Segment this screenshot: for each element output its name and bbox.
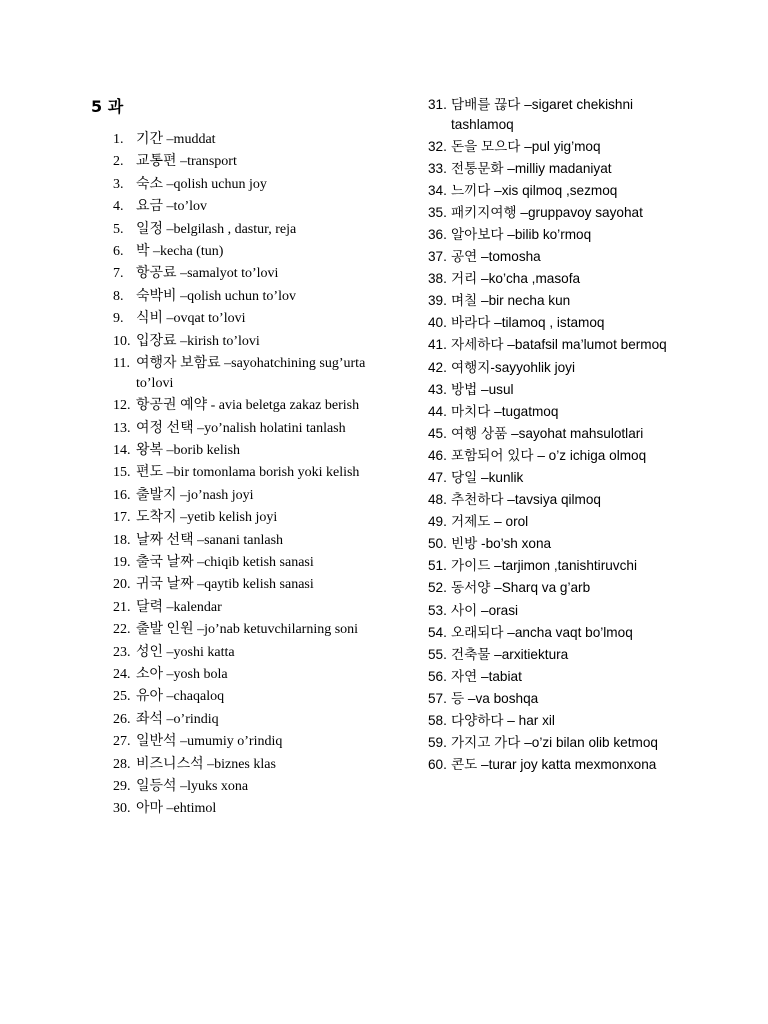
vocab-item — [428, 291, 678, 311]
vocab-item — [113, 732, 378, 752]
vocab-item-number: 32. — [428, 138, 447, 154]
vocab-item-text: 유아 –chaqaloq — [136, 689, 225, 705]
vocab-item-text: 왕복 –borib kelish — [136, 443, 241, 459]
vocab-item — [428, 402, 678, 422]
vocab-item-number: 19. — [113, 555, 131, 571]
vocab-item — [113, 665, 378, 685]
vocab-item-text: 날짜 선택 –sanani tanlash — [136, 532, 284, 548]
vocab-item-number: 49. — [428, 514, 447, 530]
vocab-item — [113, 598, 378, 618]
vocab-item-text: 거리 –ko’cha ,masofa — [451, 271, 581, 287]
vocab-item — [428, 733, 678, 753]
vocab-item-number: 34. — [428, 182, 447, 198]
vocab-item-number: 7. — [113, 266, 124, 282]
vocab-item — [428, 247, 678, 267]
vocab-item — [428, 159, 678, 179]
vocab-item-text: 여행 상품 –sayohat mahsulotlari — [451, 425, 644, 441]
vocab-item-text: 알아보다 –bilib ko’rmoq — [451, 226, 592, 242]
vocab-item-number: 11. — [113, 355, 130, 371]
vocab-item-number: 40. — [428, 315, 447, 331]
vocab-item — [113, 531, 378, 551]
vocab-item-number: 20. — [113, 577, 131, 593]
vocab-item-number: 56. — [428, 668, 447, 684]
vocab-item — [113, 463, 378, 483]
vocab-item-text: 일정 –belgilash , dastur, reja — [136, 221, 297, 237]
vocab-item — [113, 553, 378, 573]
vocab-item-text: 귀국 날짜 –qaytib kelish sanasi — [136, 577, 314, 593]
vocab-item-number: 60. — [428, 757, 447, 773]
vocab-item-text: 성인 –yoshi katta — [136, 644, 235, 660]
vocab-item-text: 일반석 –umumiy o’rindiq — [136, 734, 283, 750]
vocab-item — [113, 309, 378, 329]
vocab-item-number: 5. — [113, 221, 124, 237]
vocab-item — [113, 710, 378, 730]
vocab-item-number: 6. — [113, 243, 124, 259]
vocab-item-text: 거제도 – orol — [451, 514, 529, 530]
vocab-item — [113, 508, 378, 528]
vocab-item-number: 9. — [113, 311, 124, 327]
vocab-item-number: 28. — [113, 756, 131, 772]
vocab-item-text: 편도 –bir tomonlama borish yoki kelish — [136, 465, 360, 481]
vocab-item-text: 패키지여행 –gruppavoy sayohat — [451, 204, 643, 220]
vocab-item — [113, 220, 378, 240]
vocab-item-text: 아마 –ehtimol — [136, 801, 217, 817]
vocab-item-number: 35. — [428, 204, 447, 220]
vocab-item — [428, 755, 678, 775]
vocab-item — [428, 689, 678, 709]
vocab-item-text: 콘도 –turar joy katta mexmonxona — [451, 757, 657, 773]
vocab-item-number: 4. — [113, 199, 124, 215]
vocab-item — [113, 419, 378, 439]
vocab-list-left — [113, 130, 378, 822]
vocab-item-number: 10. — [113, 333, 131, 349]
vocab-item — [428, 225, 678, 245]
vocab-item-text: 방법 –usul — [451, 381, 514, 397]
vocab-item — [113, 687, 378, 707]
vocab-item — [428, 137, 678, 157]
vocab-item-text: 오래되다 –ancha vaqt bo’lmoq — [451, 624, 633, 640]
vocab-item-number: 22. — [113, 622, 131, 638]
vocab-item-number: 25. — [113, 689, 131, 705]
vocab-item-text: 출발지 –jo’nash joyi — [136, 487, 254, 503]
vocab-item — [428, 424, 678, 444]
vocab-item-text: 가지고 가다 –o’zi bilan olib ketmoq — [451, 735, 658, 751]
vocab-item — [113, 441, 378, 461]
vocab-item-text: 건축물 –arxitiektura — [451, 646, 569, 662]
vocab-item — [428, 623, 678, 643]
vocab-item-text: 담배를 끊다 –sigaret chekishni tashlamoq — [451, 97, 634, 132]
vocab-item-number: 48. — [428, 492, 447, 508]
vocab-item-text: 다양하다 – har xil — [451, 713, 555, 729]
vocab-item — [113, 620, 378, 640]
vocab-item — [113, 755, 378, 775]
vocab-item-text: 바라다 –tilamoq , istamoq — [451, 315, 605, 331]
vocab-item-number: 57. — [428, 690, 447, 706]
vocab-item-number: 12. — [113, 398, 131, 414]
vocab-item-text: 마치다 –tugatmoq — [451, 403, 559, 419]
vocab-item — [113, 396, 378, 416]
vocab-item — [113, 287, 378, 307]
vocab-item — [428, 512, 678, 532]
vocab-item-text: 숙소 –qolish uchun joy — [136, 176, 267, 192]
vocab-item — [428, 490, 678, 510]
vocab-item — [428, 358, 678, 378]
vocab-item — [428, 380, 678, 400]
vocab-item — [428, 601, 678, 621]
vocab-item — [113, 242, 378, 262]
vocab-item-number: 16. — [113, 487, 131, 503]
vocab-list-right — [428, 95, 678, 777]
vocab-item-number: 33. — [428, 160, 447, 176]
vocab-item-number: 17. — [113, 510, 131, 526]
vocab-item — [428, 556, 678, 576]
vocab-item-text: 요금 –to’lov — [136, 199, 207, 215]
vocab-item-number: 52. — [428, 580, 447, 596]
vocab-item-number: 55. — [428, 646, 447, 662]
vocab-item-number: 59. — [428, 735, 447, 751]
vocab-item-number: 3. — [113, 176, 124, 192]
vocab-item — [428, 313, 678, 333]
vocab-item — [428, 446, 678, 466]
vocab-item-text: 빈방 -bo’sh xona — [451, 536, 552, 552]
vocab-item-text: 도착지 –yetib kelish joyi — [136, 510, 278, 526]
vocab-item — [113, 643, 378, 663]
vocab-item-number: 24. — [113, 666, 131, 682]
vocab-item — [113, 197, 378, 217]
vocab-item — [428, 95, 678, 134]
vocab-item-number: 13. — [113, 420, 131, 436]
vocab-item-text: 비즈니스석 –biznes klas — [136, 756, 276, 772]
vocab-item — [428, 468, 678, 488]
vocab-item-text: 가이드 –tarjimon ,tanishtiruvchi — [451, 558, 637, 574]
vocab-item — [113, 130, 378, 150]
vocab-item-number: 39. — [428, 293, 447, 309]
vocab-item-number: 42. — [428, 359, 447, 375]
vocab-item-number: 44. — [428, 403, 447, 419]
vocab-item-text: 박 –kecha (tun) — [136, 243, 224, 259]
vocab-item-text: 기간 –muddat — [136, 132, 216, 147]
vocab-item-number: 23. — [113, 644, 131, 660]
vocab-item-text: 항공료 –samalyot to’lovi — [136, 266, 279, 282]
vocab-item-text: 출발 인원 –jo’nab ketuvchilarning soni — [136, 622, 359, 638]
vocab-item-text: 달력 –kalendar — [136, 599, 222, 615]
vocab-item-number: 29. — [113, 778, 131, 794]
vocab-item-text: 식비 –ovqat to’lovi — [136, 311, 246, 327]
vocab-item — [113, 264, 378, 284]
vocab-item-number: 26. — [113, 711, 131, 727]
vocab-item-number: 45. — [428, 425, 447, 441]
vocab-item-number: 27. — [113, 734, 131, 750]
vocab-item-text: 소아 –yosh bola — [136, 666, 228, 682]
vocab-item — [113, 332, 378, 352]
vocab-item-text: 포함되어 있다 – o’z ichiga olmoq — [451, 447, 647, 463]
vocab-item — [113, 175, 378, 195]
vocab-item — [113, 354, 378, 394]
vocab-item-text: 전통문화 –milliy madaniyat — [451, 160, 612, 176]
vocab-item-number: 8. — [113, 288, 124, 304]
vocab-item-number: 31. — [428, 97, 447, 112]
vocab-item — [428, 534, 678, 554]
vocab-item-number: 47. — [428, 470, 447, 485]
vocab-item-number: 38. — [428, 271, 447, 287]
vocab-item-number: 43. — [428, 381, 447, 397]
vocab-item-number: 37. — [428, 249, 447, 265]
vocab-item — [113, 486, 378, 506]
vocab-item-text: 자연 –tabiat — [451, 668, 522, 684]
vocab-item-text: 항공권 예약 - avia beletga zakaz berish — [136, 398, 360, 414]
vocab-item-text: 등 –va boshqa — [451, 690, 539, 706]
vocab-item-number: 41. — [428, 337, 447, 353]
vocab-item — [428, 181, 678, 201]
page-title: 5 과 — [91, 97, 124, 116]
vocab-item-text: 자세하다 –batafsil ma’lumot bermoq — [451, 337, 667, 353]
vocab-item-number: 54. — [428, 624, 447, 640]
vocab-item-number: 1. — [113, 132, 124, 147]
vocab-item-text: 당일 –kunlik — [451, 470, 524, 485]
vocab-item-text: 공연 –tomosha — [451, 249, 541, 265]
vocab-item-number: 30. — [113, 801, 131, 817]
vocab-item-text: 숙박비 –qolish uchun to’lov — [136, 288, 296, 304]
vocab-item-number: 50. — [428, 536, 447, 552]
vocab-item-text: 교통편 –transport — [136, 154, 237, 170]
vocab-item-number: 58. — [428, 713, 447, 729]
vocab-item — [428, 269, 678, 289]
vocab-item-text: 며칠 –bir necha kun — [451, 293, 571, 309]
vocab-item-text: 여행지-sayyohlik joyi — [451, 359, 576, 375]
vocab-item-number: 18. — [113, 532, 131, 548]
vocab-item-number: 36. — [428, 226, 447, 242]
vocab-item — [428, 667, 678, 687]
vocab-item-text: 좌석 –o’rindiq — [136, 711, 219, 727]
vocab-item-text: 일등석 –lyuks xona — [136, 778, 249, 794]
vocab-item — [113, 799, 378, 819]
vocab-item — [428, 711, 678, 731]
vocab-item — [113, 575, 378, 595]
vocab-item-text: 돈을 모으다 –pul yig’moq — [451, 138, 601, 154]
vocab-item-text: 출국 날짜 –chiqib ketish sanasi — [136, 555, 314, 571]
vocab-item — [428, 335, 678, 355]
vocab-item — [428, 203, 678, 223]
vocab-item-text: 추천하다 –tavsiya qilmoq — [451, 492, 601, 508]
vocab-item — [113, 152, 378, 172]
vocab-item — [113, 777, 378, 797]
vocab-item-number: 46. — [428, 447, 447, 463]
vocab-item-number: 51. — [428, 558, 447, 574]
vocab-item-number: 2. — [113, 154, 124, 170]
vocab-item-number: 14. — [113, 443, 131, 459]
vocab-item-text: 입장료 –kirish to’lovi — [136, 333, 260, 349]
vocab-item-text: 여행자 보함료 –sayohatchining sug’urta to’lovi — [136, 355, 366, 391]
vocab-item-text: 사이 –orasi — [451, 602, 519, 618]
vocab-item-text: 동서양 –Sharq va g’arb — [451, 580, 591, 596]
vocab-item-number: 15. — [113, 465, 131, 481]
vocab-item-number: 21. — [113, 599, 131, 615]
vocab-item — [428, 645, 678, 665]
vocab-item-text: 느끼다 –xis qilmoq ,sezmoq — [451, 182, 618, 198]
vocab-item — [428, 578, 678, 598]
vocab-item-text: 여정 선택 –yo’nalish holatini tanlash — [136, 420, 346, 436]
vocab-item-number: 53. — [428, 602, 447, 618]
